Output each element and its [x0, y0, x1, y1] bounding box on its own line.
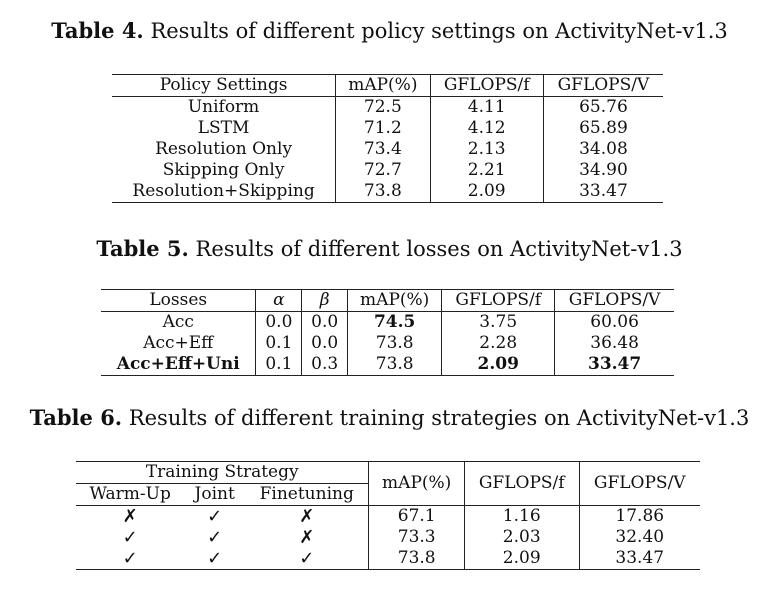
table5-cell: Acc+Eff	[101, 333, 256, 354]
table5-header-map: mAP(%)	[348, 290, 442, 312]
table5-header-gflops-v: GFLOPS/V	[568, 290, 661, 310]
check-icon: ✓	[207, 548, 223, 569]
table4-cell: 72.5	[336, 97, 430, 119]
table6-cell: 67.1	[369, 506, 464, 528]
table6-cell: 2.03	[464, 527, 579, 548]
table-row	[112, 139, 663, 160]
table6-caption-text: Results of different training strategies on ActivityNet-v1.3	[128, 406, 750, 430]
table5-cell: 0.0	[256, 312, 302, 334]
table4-cell: 2.21	[430, 160, 543, 181]
table5-cell: 0.3	[302, 354, 348, 376]
table4-label: Table 4.	[51, 18, 144, 43]
table6-header-warmup: Warm-Up	[89, 484, 171, 504]
cross-icon: ✗	[245, 527, 369, 548]
check-icon: ✓	[122, 527, 138, 548]
table5-cell: Acc	[101, 312, 256, 334]
table4-cell: 33.47	[579, 181, 628, 201]
table5-caption	[0, 236, 779, 261]
cross-icon: ✗	[245, 506, 369, 528]
table4-cell: 65.89	[579, 118, 628, 138]
table6-header-row	[76, 462, 700, 484]
table5-cell: 0.1	[256, 354, 302, 376]
table4-cell: Skipping Only	[112, 160, 336, 181]
table5-cell: 36.48	[590, 333, 639, 353]
table4-caption	[0, 18, 779, 43]
table-row	[76, 527, 700, 548]
table4-header-policy: Policy Settings	[112, 75, 336, 97]
table6-label: Table 6.	[29, 405, 123, 430]
check-icon: ✓	[207, 527, 223, 548]
table4-cell: 71.2	[336, 118, 430, 139]
table4-header-gflops-v: GFLOPS/V	[557, 75, 650, 95]
cross-icon: ✗	[122, 506, 138, 527]
table6-cell: 32.40	[615, 527, 665, 547]
table4-cell: 72.7	[336, 160, 430, 181]
table5-header-losses: Losses	[101, 290, 256, 312]
table6-group-header: Training Strategy	[76, 462, 369, 484]
table5-cell: 2.09	[442, 354, 555, 376]
table4-cell: Resolution Only	[112, 139, 336, 160]
table-row	[101, 312, 674, 334]
table4-cell: 73.4	[336, 139, 430, 160]
table6-header-gflops-v: GFLOPS/V	[579, 462, 700, 506]
table-row	[112, 97, 663, 119]
table6-cell: 2.09	[464, 548, 579, 570]
table6-caption	[0, 405, 779, 430]
check-icon: ✓	[122, 548, 138, 569]
table6-cell: 73.8	[369, 548, 464, 570]
table5-header-beta: β	[302, 290, 348, 312]
table6-cell: 1.16	[464, 506, 579, 528]
table5-cell: 2.28	[442, 333, 555, 354]
table4-cell: 4.12	[430, 118, 543, 139]
table5-cell: 0.0	[302, 312, 348, 334]
table6-cell: 33.47	[615, 548, 665, 568]
table5-cell: 33.47	[587, 354, 642, 374]
table4-cell: 2.13	[430, 139, 543, 160]
table-row	[112, 160, 663, 181]
table4-header-row	[112, 75, 663, 97]
table4-cell: LSTM	[112, 118, 336, 139]
table-row	[76, 506, 700, 528]
table5-cell: 74.5	[348, 312, 442, 334]
table5-header-gflops-f: GFLOPS/f	[442, 290, 555, 312]
table6	[76, 461, 700, 570]
table4-caption-text: Results of different policy settings on ActivityNet-v1.3	[150, 19, 728, 43]
table5-header-alpha: α	[256, 290, 302, 312]
table4-header-map: mAP(%)	[336, 75, 430, 97]
table6-header-map: mAP(%)	[369, 462, 464, 506]
table6-cell: 73.3	[369, 527, 464, 548]
table4-cell: 65.76	[579, 97, 628, 117]
table4-cell: Resolution+Skipping	[112, 181, 336, 203]
table6-header-finetuning: Finetuning	[245, 484, 369, 506]
table5-header-row	[101, 290, 674, 312]
table4-header-gflops-f: GFLOPS/f	[430, 75, 543, 97]
table-row	[101, 333, 674, 354]
table4	[112, 74, 663, 203]
table5-cell: 0.1	[256, 333, 302, 354]
table5-cell: 60.06	[590, 312, 639, 332]
table4-cell: 34.90	[579, 160, 628, 180]
table6-header-gflops-f: GFLOPS/f	[464, 462, 579, 506]
table4-cell: 34.08	[579, 139, 628, 159]
table4-cell: 4.11	[430, 97, 543, 119]
table6-header-joint: Joint	[194, 484, 235, 504]
table4-cell: Uniform	[112, 97, 336, 119]
table5	[101, 289, 674, 376]
table5-cell: Acc+Eff+Uni	[101, 354, 256, 376]
table5-cell: 73.8	[348, 333, 442, 354]
table4-cell: 2.09	[430, 181, 543, 203]
table4-cell: 73.8	[336, 181, 430, 203]
table5-cell: 73.8	[348, 354, 442, 376]
table-row	[101, 354, 674, 376]
table5-caption-text: Results of different losses on ActivityNet-v1.3	[195, 237, 683, 261]
check-icon: ✓	[245, 548, 369, 570]
table-row	[112, 181, 663, 203]
table6-cell: 17.86	[615, 506, 665, 526]
table-row	[112, 118, 663, 139]
table5-cell: 0.0	[302, 333, 348, 354]
table5-label: Table 5.	[96, 236, 189, 261]
table5-cell: 3.75	[442, 312, 555, 334]
table-row	[76, 548, 700, 570]
check-icon: ✓	[207, 506, 223, 527]
